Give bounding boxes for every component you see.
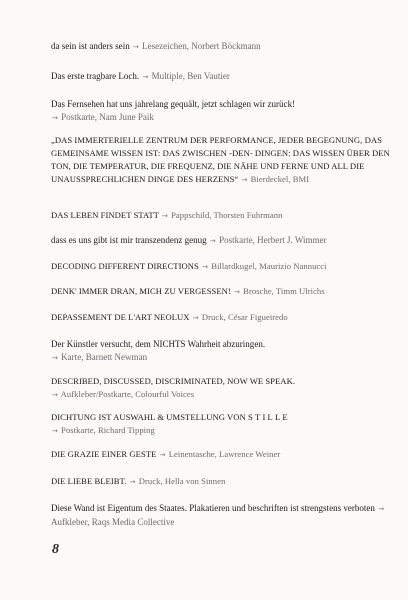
entry-quote: DIE LIEBE BLEIBT. — [51, 476, 127, 486]
entry-quote: DESCRIBED, DISCUSSED, DISCRIMINATED, NOW WE SPEAK. — [51, 376, 296, 386]
entry-source: Lesezeichen, Norbert Böckmann — [142, 41, 261, 51]
entry-15 — [51, 502, 396, 529]
entry-quote: DICHTUNG IST AUSWAHL & UMSTELLUNG VON — [51, 412, 249, 422]
entry-source: Druck, Hella von Sinnen — [138, 476, 226, 486]
entry-quote: DEPASSEMENT DE L'ART NEOLUX — [51, 312, 190, 322]
arrow-right-icon: → — [142, 73, 149, 81]
entry-source: Aufkleber, Raqs Media Collective — [51, 517, 175, 527]
arrow-right-icon: → — [234, 288, 240, 296]
entry-quote: Das erste tragbare Loch. — [51, 71, 140, 81]
text-column — [51, 0, 396, 600]
entry-12 — [51, 411, 396, 438]
arrow-right-icon: → — [52, 354, 58, 362]
arrow-right-icon: → — [209, 237, 216, 245]
entry-10 — [51, 338, 396, 365]
entry-quote: „DAS IMMERTERIELLE ZENTRUM DER PERFORMANCE, JEDER BEGEGNUNG, DAS GEMEINSAME WISSEN IST: DAS ZWISCHEN -DEN- DINGEN: DAS WISSEN ÜBER DEN TON, DIE TEMPERATUR, DIE FREQUENZ, DIE NÄHE UND FERNE UND ALL DIE UNAUSSPRECHLICHEN DINGE DES HERZENS“ — [51, 135, 390, 184]
entry-quote: Diese Wand ist Eigentum des Staates. Plakatieren und beschriften ist strengstens verboten — [51, 503, 375, 513]
entry-source: Druck, César Figueiredo — [201, 312, 288, 322]
arrow-right-icon: → — [129, 478, 136, 486]
entry-quote: da sein ist anders sein — [51, 41, 130, 51]
entry-1 — [51, 40, 396, 54]
entry-quote: Das Fernsehen hat uns jahrelang gequält, jetzt schlagen wir zurück! — [51, 99, 296, 109]
arrow-right-icon: → — [202, 263, 208, 271]
entry-9 — [51, 311, 396, 325]
entry-source: Leinentasche, Lawrence Weiner — [168, 449, 281, 459]
arrow-right-icon: → — [52, 427, 58, 435]
entry-2 — [51, 70, 396, 84]
entry-13 — [51, 448, 396, 462]
entry-5 — [51, 209, 396, 223]
entry-8 — [51, 285, 396, 299]
arrow-right-icon: → — [241, 176, 248, 184]
entry-source: Brosche, Timm Ulrichs — [243, 286, 325, 296]
arrow-right-icon: → — [52, 114, 58, 122]
entry-quote: Der Künstler versucht, dem NICHTS Wahrheit abzuringen. — [51, 339, 266, 349]
entry-source: Postkarte, Richard Tipping — [61, 425, 155, 435]
entry-7 — [51, 260, 396, 274]
entry-source: Aufkleber/Postkarte, Colourful Voices — [60, 389, 195, 399]
arrow-right-icon: → — [378, 505, 385, 513]
entry-quote: DENK' IMMER DRAN, MICH ZU VERGESSEN! — [51, 286, 231, 296]
arrow-right-icon: → — [159, 451, 166, 459]
entry-source: Postkarte, Herbert J. Wimmer — [219, 235, 327, 245]
arrow-right-icon: → — [132, 43, 139, 51]
entry-source: Postkarte, Nam June Paik — [61, 112, 154, 122]
entry-source: Multiple, Ben Vautier — [151, 71, 230, 81]
entry-source: Bierdeckel, BMI — [250, 174, 310, 184]
entry-3 — [51, 98, 396, 125]
entry-source: Billardkugel, Maurizio Nannucci — [211, 261, 327, 271]
arrow-right-icon: → — [52, 391, 58, 399]
entry-11 — [51, 375, 396, 402]
page-number: 8 — [52, 542, 59, 557]
entry-quote: DIE GRAZIE EINER GESTE — [51, 449, 157, 459]
entry-14 — [51, 475, 396, 489]
entry-quote: DAS LEBEN FINDET STATT — [51, 210, 159, 220]
entry-4 — [51, 134, 396, 187]
arrow-right-icon: → — [192, 314, 199, 322]
entry-source: Pappschild, Thorsten Fuhrmann — [171, 210, 283, 220]
entry-quote: DECODING DIFFERENT DIRECTIONS — [51, 261, 199, 271]
entry-quote: dass es uns gibt ist mir transzendenz genug — [51, 235, 207, 245]
entry-6 — [51, 234, 396, 248]
entry-quote-spaced: STILLE — [248, 412, 290, 422]
arrow-right-icon: → — [161, 212, 168, 220]
entry-source: Karte, Barnett Newman — [61, 352, 148, 362]
